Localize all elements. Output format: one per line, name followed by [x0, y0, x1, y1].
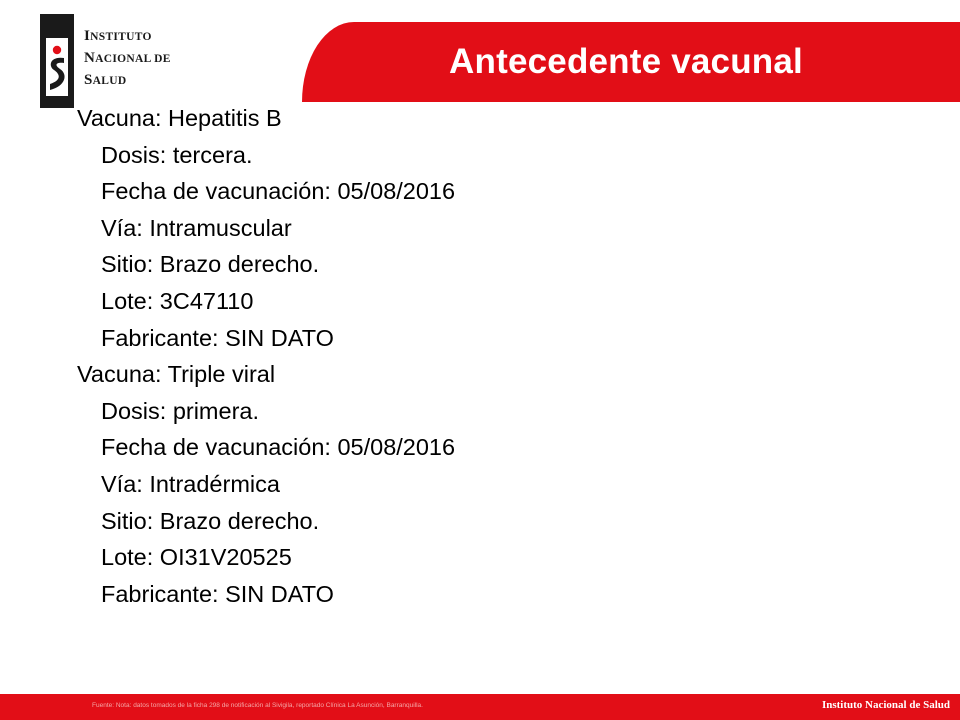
vaccine-route: Vía: Intramuscular	[101, 214, 292, 241]
ins-logo-text: INSTITUTO NACIONAL DE SALUD	[84, 28, 171, 88]
vaccine-entry	[77, 100, 877, 356]
vaccine-dose: Dosis: primera.	[101, 397, 260, 424]
vaccine-name: Vacuna: Triple viral	[77, 361, 276, 388]
vaccine-site: Sitio: Brazo derecho.	[101, 507, 320, 534]
vaccine-site: Sitio: Brazo derecho.	[101, 251, 320, 278]
vaccine-dose: Dosis: tercera.	[101, 141, 253, 168]
vaccine-lot: Lote: 3C47110	[101, 287, 254, 314]
vaccine-route: Vía: Intradérmica	[101, 470, 280, 497]
vaccine-lot: Lote: OI31V20525	[101, 544, 292, 571]
vaccine-date: Fecha de vacunación: 05/08/2016	[101, 434, 456, 461]
slide-title: Antecedente vacunal	[449, 42, 803, 81]
ins-logo	[40, 14, 190, 109]
vaccine-date: Fecha de vacunación: 05/08/2016	[101, 178, 456, 205]
vaccine-manufacturer: Fabricante: SIN DATO	[101, 580, 334, 607]
vaccine-manufacturer: Fabricante: SIN DATO	[101, 324, 334, 351]
vaccine-name: Vacuna: Hepatitis B	[77, 105, 282, 131]
footer-organization: Instituto Nacional de Salud	[821, 699, 950, 711]
footer-bar	[0, 694, 960, 720]
title-banner	[302, 22, 960, 102]
ins-logo-mark-icon	[40, 14, 74, 108]
footer-source-note: Fuente: Nota: datos tomados de la ficha 298 de notificación al Sivigila, reportado Clínica La Asunción, Barranquilla.	[92, 702, 423, 709]
vaccine-history-list	[77, 100, 877, 612]
vaccine-entry	[77, 356, 877, 612]
